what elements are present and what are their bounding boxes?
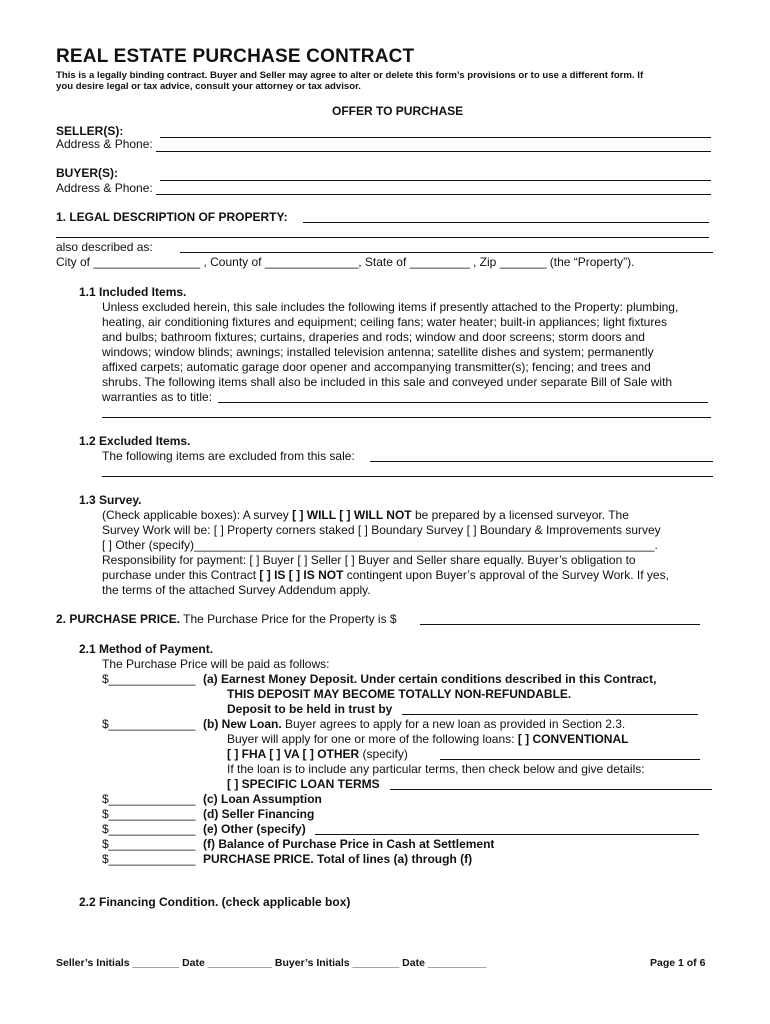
- offer-heading: OFFER TO PURCHASE: [332, 104, 464, 118]
- excluded-items-field-2[interactable]: [102, 476, 713, 477]
- page-number: Page 1 of 6: [650, 957, 706, 969]
- non-refundable-warning: THIS DEPOSIT MAY BECOME TOTALLY NON-REFUNDABLE.: [227, 687, 572, 701]
- included-items-line: affixed carpets; automatic garage door opener and accompanying transmitter(s); fencing; and trees and: [102, 360, 651, 374]
- city-county-state-line: City of ________________ , County of ______________, State of _________ , Zip _______ (the “Property”).: [56, 255, 635, 269]
- specific-loan-terms-checkbox[interactable]: [ ] SPECIFIC LOAN TERMS: [227, 777, 380, 791]
- seller-address-label: Address & Phone:: [56, 137, 153, 151]
- also-described-label: also described as:: [56, 240, 153, 254]
- included-items-line: and bulbs; bathroom fixtures; curtains, draperies and rods; window and door screens; storm doors and: [102, 330, 645, 344]
- included-items-extra-field[interactable]: [102, 417, 711, 418]
- included-items-line: shrubs. The following items shall also be included in this sale and conveyed under separate Bill of Sale with: [102, 375, 673, 389]
- initials-line[interactable]: Seller’s Initials ________ Date ___________ Buyer’s Initials ________ Date __________: [56, 957, 487, 969]
- total-purchase-price-label: PURCHASE PRICE. Total of lines (a) through (f): [203, 852, 473, 866]
- excluded-items-label: The following items are excluded from this sale:: [102, 449, 355, 463]
- survey-addendum-line: the terms of the attached Survey Addendum apply.: [102, 583, 371, 597]
- section-2-line: 2. PURCHASE PRICE. The Purchase Price for the Property is $: [56, 612, 397, 626]
- buyer-address-label: Address & Phone:: [56, 181, 153, 195]
- specific-loan-terms-field[interactable]: [390, 789, 712, 790]
- survey-contingent-checkboxes[interactable]: [ ] IS [ ] IS NOT: [259, 568, 344, 582]
- section-2-heading: 2. PURCHASE PRICE.: [56, 612, 181, 626]
- included-items-line: Unless excluded herein, this sale includes the following items if presently attached to the Property: plumbing,: [102, 300, 679, 314]
- new-loan-amount[interactable]: $_____________: [102, 717, 196, 731]
- loan-assumption-label: (c) Loan Assumption: [203, 792, 322, 806]
- conventional-checkbox[interactable]: [ ] CONVENTIONAL: [517, 732, 629, 746]
- survey-other-specify[interactable]: [ ] Other (specify)_____________________________________________________________________.: [102, 538, 658, 552]
- seller-financing-amount[interactable]: $_____________: [102, 807, 196, 821]
- section-1-heading: 1. LEGAL DESCRIPTION OF PROPERTY:: [56, 210, 288, 224]
- section-1-3-heading: 1.3 Survey.: [79, 493, 142, 507]
- new-loan-line: (b) New Loan. Buyer agrees to apply for a new loan as provided in Section 2.3.: [203, 717, 626, 731]
- cash-balance-label: (f) Balance of Purchase Price in Cash at Settlement: [203, 837, 495, 851]
- loan-other-line: [ ] FHA [ ] VA [ ] OTHER (specify): [227, 747, 408, 761]
- loan-assumption-amount[interactable]: $_____________: [102, 792, 196, 806]
- total-purchase-price-amount[interactable]: $_____________: [102, 852, 196, 866]
- buyer-address-field[interactable]: [156, 194, 711, 195]
- payment-intro: The Purchase Price will be paid as follows:: [102, 657, 330, 671]
- fha-va-other-checkboxes[interactable]: [ ] FHA [ ] VA [ ] OTHER: [227, 747, 360, 761]
- other-amount[interactable]: $_____________: [102, 822, 196, 836]
- deposit-held-label: Deposit to be held in trust by: [227, 702, 393, 716]
- survey-payment-responsibility[interactable]: Responsibility for payment: [ ] Buyer [ ] Seller [ ] Buyer and Seller share equally. Buyer’s obligation to: [102, 553, 636, 567]
- buyer-label: BUYER(S):: [56, 166, 118, 180]
- included-items-line: heating, air conditioning fixtures and equipment; ceiling fans; water heater; built-in appliances; light fixtures: [102, 315, 667, 329]
- buyer-name-field[interactable]: [160, 180, 711, 181]
- purchase-price-field[interactable]: [420, 624, 700, 625]
- cash-balance-amount[interactable]: $_____________: [102, 837, 196, 851]
- warranties-label: warranties as to title:: [102, 390, 213, 404]
- earnest-money-label: (a) Earnest Money Deposit. Under certain conditions described in this Contract,: [203, 672, 657, 686]
- legal-description-field[interactable]: [303, 222, 709, 223]
- seller-label: SELLER(S):: [56, 124, 124, 138]
- survey-contingency-line: purchase under this Contract [ ] IS [ ] IS NOT contingent upon Buyer’s approval of the Survey Work. If yes,: [102, 568, 669, 582]
- survey-line-1: (Check applicable boxes): A survey [ ] WILL [ ] WILL NOT be prepared by a licensed surveyor. The: [102, 508, 629, 522]
- excluded-items-field[interactable]: [370, 461, 713, 462]
- other-specify-field[interactable]: [315, 834, 699, 835]
- section-2-1-heading: 2.1 Method of Payment.: [79, 642, 214, 656]
- survey-will-checkboxes[interactable]: [ ] WILL [ ] WILL NOT: [292, 508, 412, 522]
- seller-name-field[interactable]: [160, 137, 711, 138]
- legal-description-line-2[interactable]: [56, 237, 709, 238]
- deposit-holder-field[interactable]: [402, 714, 698, 715]
- warranties-field[interactable]: [218, 402, 708, 403]
- survey-work-options[interactable]: Survey Work will be: [ ] Property corners staked [ ] Boundary Survey [ ] Boundary & Improvements survey: [102, 523, 661, 537]
- loan-type-line: Buyer will apply for one or more of the following loans: [ ] CONVENTIONAL: [227, 732, 629, 746]
- seller-address-field[interactable]: [156, 151, 711, 152]
- earnest-money-amount[interactable]: $_____________: [102, 672, 196, 686]
- section-1-1-heading: 1.1 Included Items.: [79, 285, 187, 299]
- section-2-2-heading: 2.2 Financing Condition. (check applicable box): [79, 895, 351, 909]
- other-specify-label: (e) Other (specify): [203, 822, 306, 836]
- included-items-line: windows; window blinds; awnings; installed television antenna; satellite dishes and system; permanently: [102, 345, 654, 359]
- seller-financing-label: (d) Seller Financing: [203, 807, 315, 821]
- intro-line-1: This is a legally binding contract. Buyer and Seller may agree to alter or delete this form’s provisions or to use a different form. If: [56, 70, 644, 81]
- section-1-2-heading: 1.2 Excluded Items.: [79, 434, 191, 448]
- intro-line-2: you desire legal or tax advice, consult your attorney or tax advisor.: [56, 81, 361, 92]
- also-described-field[interactable]: [180, 252, 713, 253]
- loan-other-specify-field[interactable]: [440, 759, 700, 760]
- page-title: REAL ESTATE PURCHASE CONTRACT: [56, 46, 415, 67]
- loan-terms-instruction: If the loan is to include any particular terms, then check below and give details:: [227, 762, 645, 776]
